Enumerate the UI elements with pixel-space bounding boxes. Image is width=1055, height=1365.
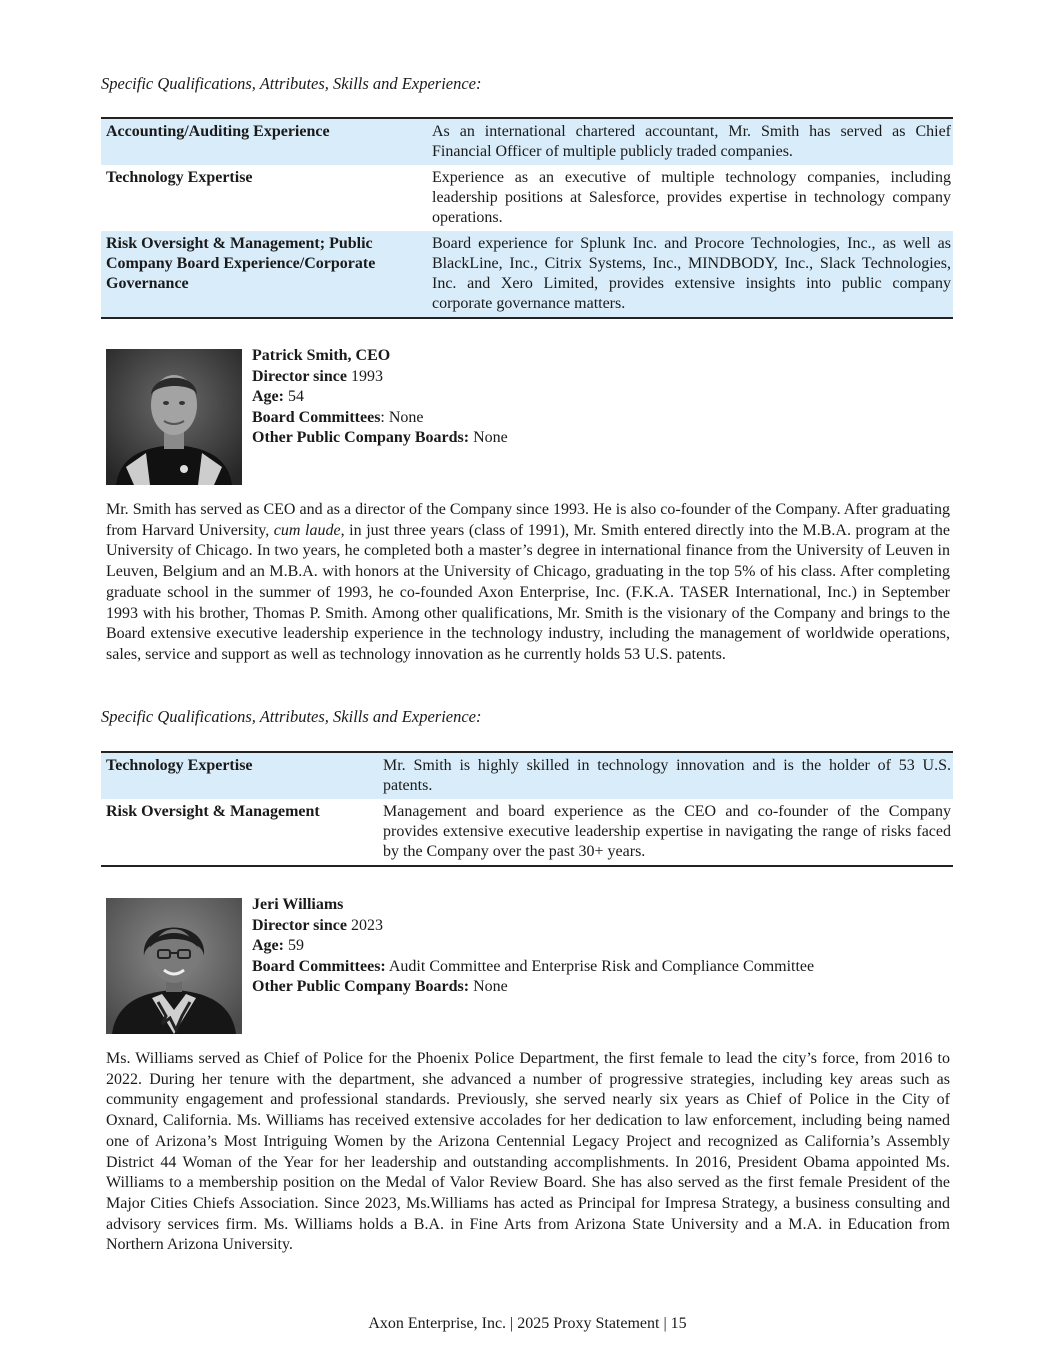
other-boards-value: None	[469, 429, 508, 447]
patrick-smith-bio	[106, 500, 950, 666]
row-label: Risk Oversight & Management	[106, 803, 320, 820]
section1-heading: Specific Qualifications, Attributes, Skills and Experience:	[101, 74, 482, 93]
row-label: Accounting/Auditing Experience	[101, 118, 427, 165]
director-since-label: Director since	[252, 367, 347, 385]
age-label: Age:	[252, 937, 284, 955]
portrait-illustration	[106, 898, 242, 1034]
board-committees-label: Board Committees:	[252, 957, 386, 975]
row-label: Technology Expertise	[101, 752, 378, 799]
age-value: 54	[283, 388, 304, 406]
row-label: Risk Oversight & Management; Public Company Board Experience/Corporate Governance	[101, 231, 427, 318]
table-row	[101, 799, 953, 866]
row-description: Mr. Smith is highly skilled in technology innovation and is the holder of 53 U.S. patents.	[378, 752, 953, 799]
other-boards-label: Other Public Company Boards:	[252, 429, 470, 447]
jeri-williams-info	[252, 895, 814, 998]
bio-text: , in just three years (class of 1991), Mr. Smith entered directly into the M.B.A. program at the University of Chicago. In two years, he completed both a master’s degree in international finance from the University of Leuven in Leuven, Belgium and an M.B.A. with honors at the University of Chicago, graduating in the top 5% of his class. After completing graduate school in the summer of 1993, he co-founded Axon Enterprise, Inc. (F.K.A. TASER International, Inc.) in September 1993 with his brother, Thomas P. Smith. Among other qualifications, Mr. Smith is the visionary of the Company and brings to the Board extensive executive leadership experience in the technology industry, including the management of worldwide operations, sales, service and support as well as technology innovation as he currently holds 53 U.S. patents.	[106, 521, 951, 663]
row-label: Technology Expertise	[106, 169, 253, 186]
director-since-label: Director since	[252, 916, 347, 934]
page-footer: Axon Enterprise, Inc. | 2025 Proxy Statement | 15	[368, 1315, 687, 1332]
patrick-smith-info	[252, 346, 508, 449]
row-description: As an international chartered accountant, Mr. Smith has served as Chief Financial Officer of multiple publicly traded companies.	[427, 118, 953, 165]
qualifications-table-1	[101, 117, 953, 319]
row-description: Management and board experience as the CEO and co-founder of the Company provides extensive executive leadership expertise in navigating the range of risks faced by the Company over the past 30+ years.	[383, 803, 951, 860]
director-since-value: 1993	[346, 367, 383, 385]
jeri-williams-photo	[106, 898, 242, 1034]
director-name: Jeri Williams	[252, 896, 344, 913]
director-since-value: 2023	[346, 916, 383, 934]
bio-text: Mr. Smith has served as CEO and as a director of the Company since 1993. He is also co-founder of the Company. After graduating from Harvard University,	[106, 501, 950, 539]
age-label: Age:	[252, 388, 284, 406]
table-row	[101, 752, 953, 799]
portrait-illustration	[106, 349, 242, 485]
qualifications-table-2	[101, 751, 953, 867]
table-row	[101, 165, 953, 231]
row-description: Board experience for Splunk Inc. and Procore Technologies, Inc., as well as BlackLine, Inc., Citrix Systems, Inc., MINDBODY, Inc., Slack Technologies, Inc. and Xero Limited, provides extensive insights into public company corporate governance matters.	[427, 231, 953, 318]
age-value: 59	[283, 937, 304, 955]
patrick-smith-photo	[106, 349, 242, 485]
table-row	[101, 118, 953, 165]
board-committees-value: : None	[380, 408, 424, 426]
bio-italic-text: cum laude	[273, 521, 341, 539]
section2-heading: Specific Qualifications, Attributes, Skills and Experience:	[101, 707, 482, 726]
other-boards-value: None	[469, 978, 508, 996]
director-name: Patrick Smith, CEO	[252, 347, 391, 364]
row-description: Experience as an executive of multiple technology companies, including leadership positions at Salesforce, provides expertise in technology company operations.	[432, 169, 951, 226]
table-row	[101, 231, 953, 318]
jeri-williams-bio: Ms. Williams served as Chief of Police for the Phoenix Police Department, the first female to lead the city’s force, from 2016 to 2022. During her tenure with the department, she advanced a number of progressive strategies, including key areas such as community engagement and professional standards. Previously, she served nearly six years as Chief of Police in the City of Oxnard, California. Ms. Williams has received extensive accolades for her dedication to law enforcement, including being named one of Arizona’s Most Intriguing Women by the Arizona Centennial Legacy Project and recognized as California’s Assembly District 44 Woman of the Year for her leadership and outstanding accomplishments. In 2016, President Obama appointed Ms. Williams to a membership position on the Medal of Valor Review Board. She has also served as the first female President of the Major Cities Chiefs Association. Since 2023, Ms.Williams has acted as Principal for Impresa Strategy, a business consulting and advisory services firm. Ms. Williams holds a B.A. in Fine Arts from Arizona State University and a M.A. in Education from Northern Arizona University.	[106, 1050, 950, 1254]
board-committees-value: Audit Committee and Enterprise Risk and Compliance Committee	[385, 957, 815, 975]
board-committees-label: Board Committees	[252, 408, 381, 426]
other-boards-label: Other Public Company Boards:	[252, 978, 470, 996]
